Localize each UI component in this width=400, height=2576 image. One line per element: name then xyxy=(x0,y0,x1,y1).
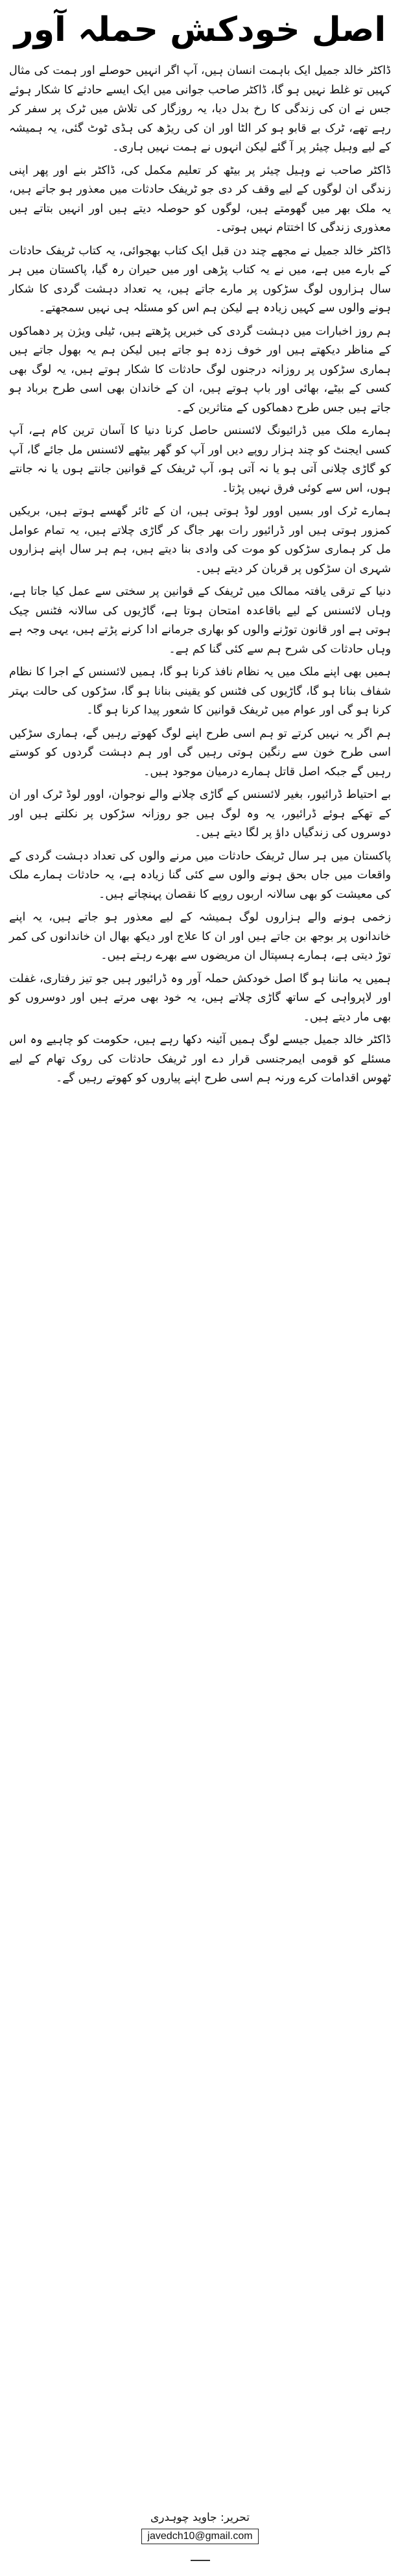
article-paragraph: زخمی ہونے والے ہزاروں لوگ ہمیشہ کے لیے معذور ہو جاتے ہیں، یہ اپنے خاندانوں پر بوجھ بن جاتے ہیں اور ان کا علاج اور دیکھ بھال ان خاندانوں کی کمر توڑ دیتی ہے، ہمارے ہسپتال ان مریضوں سے بھرے رہتے ہیں۔ xyxy=(9,911,391,962)
article-paragraph: پاکستان میں ہر سال ٹریفک حادثات میں مرنے والوں کی تعداد دہشت گردی کے واقعات میں جاں بحق ہونے والوں سے کئی گنا زیادہ ہے، یہ حادثات ہمارے ملک کی معیشت کو بھی سالانہ اربوں روپے کا نقصان پہنچاتے ہیں۔ xyxy=(9,849,391,901)
end-divider xyxy=(191,2551,210,2561)
article-paragraph: ڈاکٹر خالد جمیل نے مجھے چند دن قبل ایک کتاب بھجوائی، یہ کتاب ٹریفک حادثات کے بارے میں ہے، میں نے یہ کتاب پڑھی اور میں حیران رہ گیا، پاکستان میں ہر سال ہزاروں لوگ سڑکوں پر مارے جاتے ہیں، یہ تعداد دہشت گردی کا شکار ہونے والوں سے کہیں زیادہ ہے لیکن ہم اس کو مسئلہ ہی نہیں سمجھتے۔ xyxy=(9,244,391,315)
article-paragraph: ہم روز اخبارات میں دہشت گردی کی خبریں پڑھتے ہیں، ٹیلی ویژن پر دھماکوں کے مناظر دیکھتے ہیں اور خوف زدہ ہو جاتے ہیں لیکن ہم یہ بھول جاتے ہیں ہماری سڑکوں پر روزانہ درجنوں لوگ حادثات کا شکار ہوتے ہیں، یہ لوگ بھی کسی کے بیٹے، بھائی اور باپ ہوتے ہیں، ان کے خاندان بھی اسی طرح برباد ہو جاتے ہیں جس طرح دھماکوں کے متاثرین کے۔ xyxy=(9,324,391,415)
article-body xyxy=(9,62,391,1089)
article-paragraph: ہمیں یہ ماننا ہو گا اصل خودکش حملہ آور وہ ڈرائیور ہیں جو تیز رفتاری، غفلت اور لاپرواہی کے ساتھ گاڑی چلاتے ہیں، یہ خود بھی مرتے ہیں اور دوسروں کو بھی مار دیتے ہیں۔ xyxy=(9,972,391,1024)
author-byline: تحریر: جاوید چوہدری xyxy=(150,2511,250,2524)
article-paragraph: ڈاکٹر خالد جمیل ایک باہمت انسان ہیں، آپ اگر انہیں حوصلے اور ہمت کی مثال کہیں تو غلط نہیں ہو گا، ڈاکٹر صاحب جوانی میں ایک ایسے حادثے کا شکار ہوئے جس نے ان کی زندگی کا رخ بدل دیا، یہ روزگار کی تلاش میں ٹرک پر سفر کر رہے تھے، ٹرک بے قابو ہو کر الٹا اور ان کی ریڑھ کی ہڈی ٹوٹ گئی، یہ ہمیشہ کے لیے وہیل چیئر پر آ گئے لیکن انہوں نے ہمت نہیں ہاری۔ xyxy=(9,64,391,154)
article-paragraph: بے احتیاط ڈرائیور، بغیر لائسنس کے گاڑی چلانے والے نوجوان، اوور لوڈ ٹرک اور ان کے تھکے ہوئے ڈرائیور، یہ وہ لوگ ہیں جو روزانہ سڑکوں پر نکلتے ہیں اور دوسروں کی زندگیاں داؤ پر لگا دیتے ہیں۔ xyxy=(9,788,391,839)
article-paragraph: ہم اگر یہ نہیں کرتے تو ہم اسی طرح اپنے لوگ کھوتے رہیں گے، ہماری سڑکیں اسی طرح خون سے رنگین ہوتی رہیں گی اور ہم دہشت گردوں کو کوستے رہیں گے جبکہ اصل قاتل ہمارے درمیان موجود ہیں۔ xyxy=(9,727,391,778)
article-paragraph: ہمارے ٹرک اور بسیں اوور لوڈ ہوتی ہیں، ان کے ٹائر گھسے ہوتے ہیں، بریکیں کمزور ہوتی ہیں اور ڈرائیور رات بھر جاگ کر گاڑی چلاتے ہیں، یہ تمام عوامل مل کر ہماری سڑکوں کو موت کی وادی بنا دیتے ہیں، ہم ہر سال اپنے ہزاروں شہری ان سڑکوں پر قربان کر دیتے ہیں۔ xyxy=(9,505,391,575)
article-paragraph: ڈاکٹر خالد جمیل جیسے لوگ ہمیں آئینہ دکھا رہے ہیں، حکومت کو چاہیے وہ اس مسئلے کو قومی ایمرجنسی قرار دے اور ٹریفک حادثات کی روک تھام کے لیے ٹھوس اقدامات کرے ورنہ ہم اسی طرح اپنے پیاروں کو کھوتے رہیں گے۔ xyxy=(9,1033,391,1085)
article-paragraph: ڈاکٹر صاحب نے وہیل چیئر پر بیٹھ کر تعلیم مکمل کی، ڈاکٹر بنے اور پھر اپنی زندگی ان لوگوں کے لیے وقف کر دی جو ٹریفک حادثات میں معذور ہو جاتے ہیں، یہ ملک بھر میں گھومتے ہیں، لوگوں کو حوصلہ دیتے ہیں اور انہیں بتاتے ہیں معذوری زندگی کا اختتام نہیں ہوتی۔ xyxy=(9,163,391,234)
article-footer xyxy=(9,2509,391,2561)
article-paragraph: دنیا کے ترقی یافتہ ممالک میں ٹریفک کے قوانین پر سختی سے عمل کیا جاتا ہے، وہاں لائسنس کے لیے باقاعدہ امتحان ہوتا ہے، گاڑیوں کی سالانہ فٹنس چیک ہوتی ہے اور قانون توڑنے والوں کو بھاری جرمانے ادا کرنے پڑتے ہیں، یہی وجہ ہے وہاں حادثات کی شرح ہم سے کئی گنا کم ہے۔ xyxy=(9,585,391,656)
article-headline: اصل خودکش حملہ آور xyxy=(14,10,386,49)
article-paragraph: ہمارے ملک میں ڈرائیونگ لائسنس حاصل کرنا دنیا کا آسان ترین کام ہے، آپ کسی ایجنٹ کو چند ہزار روپے دیں اور آپ کو گھر بیٹھے لائسنس مل جائے گا، آپ کو گاڑی چلانی آتی ہو یا نہ آتی ہو، آپ ٹریفک کے قوانین جانتے ہوں یا نہ جانتے ہوں، اس سے کوئی فرق نہیں پڑتا۔ xyxy=(9,424,391,495)
article-paragraph: ہمیں بھی اپنے ملک میں یہ نظام نافذ کرنا ہو گا، ہمیں لائسنس کے اجرا کا نظام شفاف بنانا ہو گا، گاڑیوں کی فٹنس کو یقینی بنانا ہو گا، سڑکوں کی حالت بہتر کرنا ہو گی اور عوام میں ٹریفک قوانین کا شعور پیدا کرنا ہو گا۔ xyxy=(9,666,391,717)
author-email: javedch10@gmail.com xyxy=(141,2529,258,2544)
